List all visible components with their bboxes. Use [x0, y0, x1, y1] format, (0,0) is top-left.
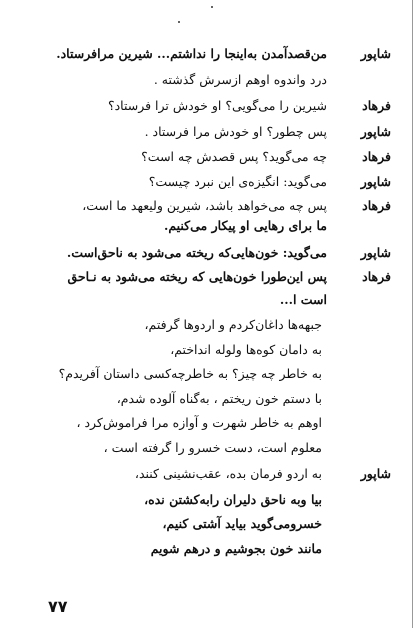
dialogue-line — [0, 122, 413, 142]
speaker-label: شاپور — [360, 124, 391, 139]
speaker-label: شاپور — [360, 46, 391, 61]
verse-line — [0, 315, 413, 335]
dialogue-text: من‌قصدآمدن به‌اینجا را نداشتم... شیرین مرافرستاد. — [56, 46, 327, 61]
dialogue-line — [0, 147, 413, 167]
speaker-label: شاپور — [360, 245, 391, 260]
dialogue-line — [0, 96, 413, 116]
verse-text: معلوم است، دست خسرو را گرفته است ، — [103, 440, 322, 455]
dialogue-text: پس این‌طورا خون‌هایی که ریخته می‌شود به نـاحق — [67, 269, 327, 284]
dialogue-line — [0, 290, 413, 310]
dialogue-line — [0, 172, 413, 192]
print-speck — [211, 6, 213, 8]
dialogue-text: چه می‌گوید؟ پس قصدش چه است؟ — [141, 149, 327, 164]
print-speck — [178, 21, 180, 23]
dialogue-text: درد واندوه اوهم ازسرش گذشته . — [153, 72, 327, 87]
verse-text: خسرومی‌گوید بیاید آشتی کنیم، — [162, 516, 322, 531]
verse-text: به اردو فرمان بده، عقب‌نشینی کنند، — [134, 466, 322, 481]
dialogue-line — [0, 44, 413, 64]
verse-text: جبهه‌ها داغان‌کردم و اردوها گرفتم، — [144, 317, 322, 332]
dialogue-text: پس چطور؟ او خودش مرا فرستاد . — [144, 124, 327, 139]
dialogue-text: می‌گوید: انگیزه‌ی این نبرد چیست؟ — [148, 174, 327, 189]
verse-line — [0, 539, 413, 559]
speaker-label: فرهاد — [362, 269, 391, 284]
dialogue-line — [0, 216, 413, 236]
dialogue-text: پس چه می‌خواهد باشد، شیرین ولیعهد ما است، — [82, 198, 327, 213]
verse-text: به خاطر چه چیز؟ به خاطرچه‌کسی داستان آفریدم؟ — [58, 366, 322, 381]
dialogue-line — [0, 267, 413, 287]
dialogue-line — [0, 243, 413, 263]
dialogue-text: می‌گوید: خون‌هایی‌که ریخته می‌شود به ناحق‌است. — [66, 245, 327, 260]
verse-text: با دستم خون ریختم ، به‌گناه آلوده شدم، — [116, 391, 322, 406]
dialogue-text: شیرین را می‌گویی؟ او خودش ترا فرستاد؟ — [107, 98, 327, 113]
speaker-label: فرهاد — [362, 149, 391, 164]
verse-line — [0, 514, 413, 534]
verse-line — [0, 340, 413, 360]
verse-line — [0, 438, 413, 458]
dialogue-line — [0, 70, 413, 90]
speaker-label: شاپور — [360, 466, 391, 481]
verse-line — [0, 364, 413, 384]
verse-text: به دامان کوه‌ها ولوله انداختم، — [170, 342, 322, 357]
verse-line — [0, 464, 413, 484]
verse-line — [0, 389, 413, 409]
verse-text: اوهم به خاطر شهرت و آوازه مرا فراموش‌کرد ، — [76, 415, 322, 430]
page-number: ۷۷ — [48, 597, 68, 616]
dialogue-line — [0, 196, 413, 216]
dialogue-text: است ا... — [279, 292, 327, 307]
verse-text: بیا وبه ناحق دلیران رابه‌کشتن نده، — [144, 492, 322, 507]
dialogue-text: ما برای رهایی او پیکار می‌کنیم. — [163, 218, 327, 233]
speaker-label: شاپور — [360, 174, 391, 189]
speaker-label: فرهاد — [362, 198, 391, 213]
verse-line — [0, 413, 413, 433]
verse-line — [0, 490, 413, 510]
verse-text: مانند خون بجوشیم و درهم شویم — [150, 541, 322, 556]
speaker-label: فرهاد — [362, 98, 391, 113]
